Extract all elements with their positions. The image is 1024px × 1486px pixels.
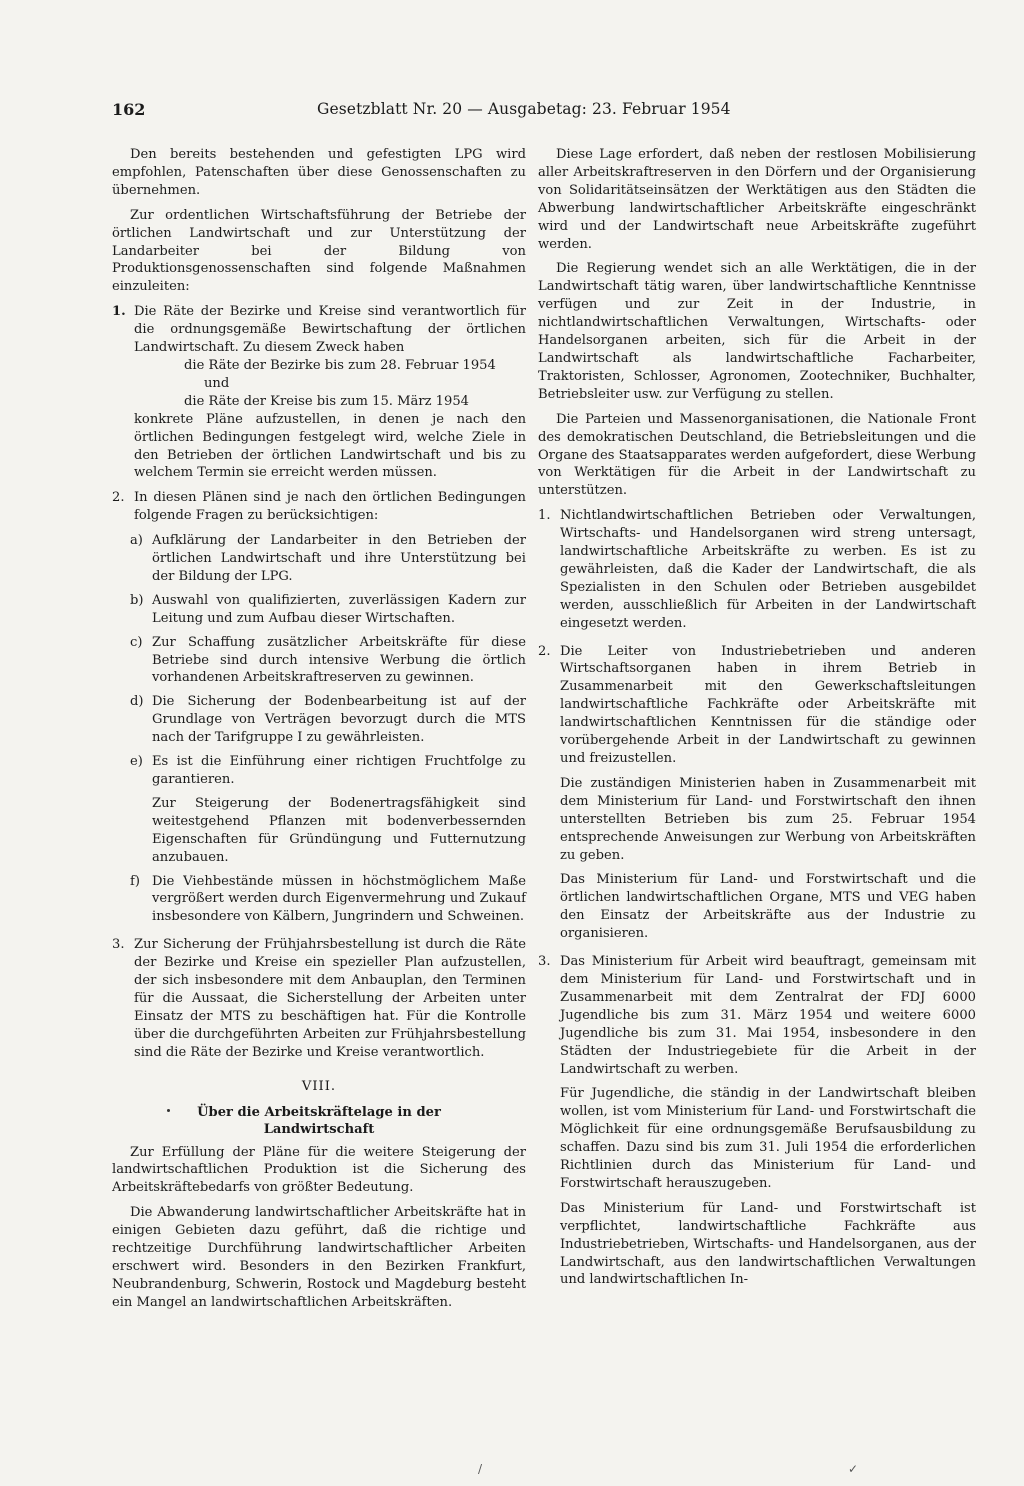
- sub-item-letter: b): [130, 592, 144, 608]
- sub-item-letter: f): [130, 873, 140, 889]
- sub-item-text: Zur Schaffung zusätzlicher Arbeitskräfte für diese Betriebe sind durch intensive Werbung die örtlich vorhandenen Arbeitskraftreserven zu gewinnen.: [152, 634, 526, 686]
- item-text: Zur Sicherung der Frühjahrsbestellung ist durch die Räte der Bezirke und Kreise ein spezieller Plan aufzustellen, der sich insbesondere mit dem Anbauplan, den Terminen für die Aussaat, die Sicherstellung der Arbeiten unter Einsatz der MTS zu beschäftigen hat. Für die Kontrolle über die durchgeführten Arbeiten zur Frühjahrsbestellung sind die Räte der Bezirke und Kreise verantwortlich.: [134, 937, 526, 1060]
- sub-item-letter: d): [130, 694, 144, 710]
- item-text: Die Räte der Bezirke und Kreise sind verantwortlich für die ordnungsgemäße Bewirtschaftung der örtlichen Landwirtschaft. Zu diesem Zweck haben: [134, 304, 526, 356]
- item-number: 3.: [538, 954, 551, 970]
- page-header: [112, 100, 968, 122]
- sub-item-text: Es ist die Einführung einer richtigen Fruchtfolge zu garantieren.: [152, 754, 526, 787]
- sub-item-b: [130, 592, 526, 628]
- sub-item-text: Die Viehbestände müssen in höchstmöglichem Maße vergrößert werden durch Eigenvermehrung und Zukauf insbesondere von Kälbern, Jungrindern und Schweinen.: [152, 873, 526, 925]
- item-number: 1.: [112, 304, 126, 320]
- right-column: [538, 146, 976, 1296]
- numbered-item-1: [538, 507, 976, 632]
- item-text: Nichtlandwirtschaftlichen Betrieben oder Verwaltungen, Wirtschafts- und Handelsorganen wird streng untersagt, landwirtschaftliche Arbeitskräfte zu werben. Es ist zu gewährleisten, daß die Kader der Landwirtschaft, die als Spezialisten in den Schulen oder Betrieben ausgebildet werden, ausschließlich für Arbeiten in der Landwirtschaft eingesetzt werden.: [560, 508, 976, 631]
- paragraph: Den bereits bestehenden und gefestigten LPG wird empfohlen, Patenschaften über diese Genossenschaften zu übernehmen.: [112, 147, 526, 198]
- sub-item-d: [130, 693, 526, 747]
- sub-item-text: Die Sicherung der Bodenbearbeitung ist auf der Grundlage von Verträgen bevorzugt durch die MTS nach der Tarifgruppe I zu gewährleisten.: [152, 694, 526, 746]
- item-text: die Räte der Kreise bis zum 15. März 1954: [184, 393, 469, 409]
- item-continuation: Das Ministerium für Land- und Forstwirtschaft und die örtlichen landwirtschaftlichen Organe, MTS und VEG haben den Einsatz der Arbeitskräfte aus der Industrie zu organisieren.: [560, 872, 976, 942]
- numbered-item-2: [112, 489, 526, 525]
- paragraph: Die Parteien und Massenorganisationen, die Nationale Front des demokratischen Deutschland, die Betriebsleitungen und die Organe des Staatsapparates werden aufgefordert, diese Werbung von Werktätigen für die Arbeit in der Landwirtschaft zu unterstützen.: [538, 411, 976, 499]
- left-column: [112, 146, 526, 1319]
- item-number: 3.: [112, 937, 125, 953]
- item-text: Das Ministerium für Arbeit wird beauftragt, gemeinsam mit dem Ministerium für Land- und Forstwirtschaft und in Zusammenarbeit mit dem Zentralrat der FDJ 6000 Jugendliche bis zum 31. März 1954 und weitere 6000 Jugendliche bis zum 31. Mai 1954, insbesondere in den Städten der Industriegebiete für die Arbeit in der Landwirtschaft zu werben.: [560, 954, 976, 1077]
- print-speck: [167, 1109, 170, 1112]
- item-text: konkrete Pläne aufzustellen, in denen je nach den örtlichen Bedingungen festgelegt wird, welche Ziele in den Betrieben der örtlichen Landwirtschaft und bis zu welchem Termin sie erreicht werden müssen.: [134, 411, 526, 481]
- numbered-item-3: [112, 936, 526, 1061]
- paragraph: Die Abwanderung landwirtschaftlicher Arbeitskräfte hat in einigen Gebieten dazu geführt, daß die richtige und rechtzeitige Durchführung landwirtschaftlicher Arbeiten erschwert wird. Besonders in den Bezirken Frankfurt, Neubrandenburg, Schwerin, Rostock und Magdeburg besteht ein Mangel an landwirtschaftlichen Arbeitskräften.: [112, 1205, 526, 1310]
- item-text: die Räte der Bezirke bis zum 28. Februar 1954: [184, 357, 496, 373]
- paragraph: Diese Lage erfordert, daß neben der restlosen Mobilisierung aller Arbeitskraftreserven in den Dörfern und der Organisierung von Solidaritätseinsätzen der Werktätigen aus den Städten die Abwerbung landwirtschaftlicher Arbeitskräfte eingeschränkt wird und der Landwirtschaft neue Arbeitskräfte zugeführt werden.: [538, 147, 976, 252]
- running-title: Gesetzblatt Nr. 20 — Ausgabetag: 23. Februar 1954: [317, 100, 731, 118]
- section-number: VIII.: [301, 1078, 337, 1094]
- item-number: 2.: [538, 643, 551, 659]
- section-title: [112, 1104, 526, 1138]
- sub-item-a: [130, 532, 526, 586]
- page-number: 162: [112, 100, 146, 119]
- sub-item-text: Aufklärung der Landarbeiter in den Betrieben der örtlichen Landwirtschaft und ihre Unterstützung bei der Bildung der LPG.: [152, 533, 526, 584]
- sub-item-continuation: Zur Steigerung der Bodenertragsfähigkeit sind weitestgehend Pflanzen mit bodenverbessernden Eigenschaften für Gründüngung und Futternutzung anzubauen.: [152, 795, 526, 865]
- item-text: In diesen Plänen sind je nach den örtlichen Bedingungen folgende Fragen zu berücksichtigen:: [134, 490, 526, 524]
- section-title-line: Über die Arbeitskräftelage in der: [197, 1104, 441, 1120]
- print-mark: /: [478, 1462, 483, 1476]
- item-continuation: Die zuständigen Ministerien haben in Zusammenarbeit mit dem Ministerium für Land- und Forstwirtschaft den ihnen unterstellten Betrieben bis zum 25. Februar 1954 entsprechende Anweisungen zur Werbung von Arbeitskräften zu geben.: [560, 775, 976, 863]
- sub-item-text: Auswahl von qualifizierten, zuverlässigen Kadern zur Leitung und zum Aufbau dieser Wirtschaften.: [152, 592, 526, 626]
- sub-item-e: [130, 753, 526, 789]
- numbered-item-3: [538, 953, 976, 1289]
- section-title-line: Landwirtschaft: [263, 1121, 375, 1137]
- sub-item-letter: e): [130, 754, 143, 770]
- paragraph: Die Regierung wendet sich an alle Werktätigen, die in der Landwirtschaft tätig waren, über landwirtschaftliche Kenntnisse verfügen und zur Zeit in der Industrie, in nichtlandwirtschaftlichen Verwaltungen, Wirtschafts- oder Handelsorganen arbeiten, sich für die Arbeit in der Landwirtschaft als landwirtschaftliche Facharbeiter, Traktoristen, Schlosser, Agronomen, Zootechniker, Buchhalter, Betriebsleiter usw. zur Verfügung zu stellen.: [538, 261, 976, 402]
- item-number: 1.: [538, 508, 551, 524]
- sub-item-f: [130, 873, 526, 927]
- paragraph: Zur Erfüllung der Pläne für die weitere Steigerung der landwirtschaftlichen Produktion ist die Sicherung des Arbeitskräftebedarfs von größter Bedeutung.: [112, 1144, 526, 1196]
- item-continuation: Für Jugendliche, die ständig in der Landwirtschaft bleiben wollen, ist vom Ministerium für Land- und Forstwirtschaft die Möglichkeit für eine ordnungsgemäße Berufsausbildung zu schaffen. Dazu sind bis zum 31. Juli 1954 die erforderlichen Richtlinien durch das Ministerium für Land- und Forstwirtschaft herauszugeben.: [560, 1086, 976, 1191]
- numbered-item-2: [538, 643, 976, 944]
- numbered-item-1: [112, 303, 526, 482]
- sub-item-letter: c): [130, 634, 143, 650]
- paragraph: Zur ordentlichen Wirtschaftsführung der Betriebe der örtlichen Landwirtschaft und zur Unterstützung der Landarbeiter bei der Bildung von Produktionsgenossenschaften sind folgende Maßnahmen einzuleiten:: [112, 207, 526, 295]
- sub-item-c: [130, 634, 526, 688]
- item-continuation: Das Ministerium für Land- und Forstwirtschaft ist verpflichtet, landwirtschaftliche Fachkräfte aus Industriebetrieben, Wirtschafts- und Handelsorganen, aus der Landwirtschaft, aus den landwirtschaftlichen Verwaltungen und landwirtschaftlichen In-: [560, 1200, 976, 1288]
- item-text: Die Leiter von Industriebetrieben und anderen Wirtschaftsorganen haben in ihrem Betrieb in Zusammenarbeit mit den Gewerkschaftsleitungen landwirtschaftliche Fachkräfte oder Arbeitskräfte mit landwirtschaftlichen Kenntnissen für die ständige oder vorübergehende Arbeit in der Landwirtschaft zu gewinnen und freizustellen.: [560, 643, 976, 766]
- print-mark: ✓: [848, 1462, 859, 1476]
- sub-item-letter: a): [130, 533, 143, 549]
- item-text: und: [204, 375, 230, 391]
- item-number: 2.: [112, 490, 125, 506]
